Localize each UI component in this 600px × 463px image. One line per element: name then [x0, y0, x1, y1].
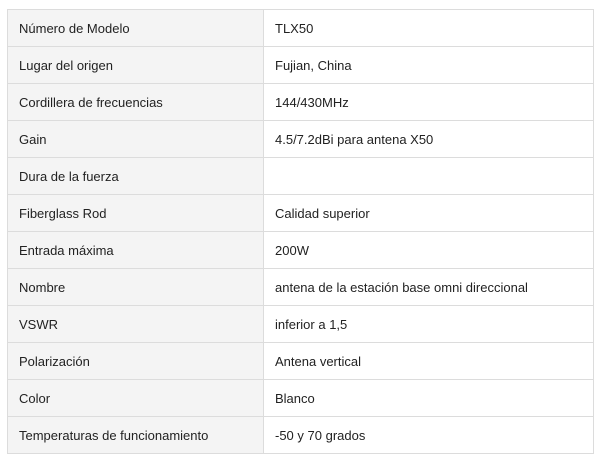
row-label: Entrada máxima [8, 232, 264, 269]
row-value: Calidad superior [264, 195, 594, 232]
row-value: 144/430MHz [264, 84, 594, 121]
table-row-frequency-range [8, 84, 594, 121]
row-value: Fujian, China [264, 47, 594, 84]
table-row-operating-temperature [8, 417, 594, 454]
row-label: Lugar del origen [8, 47, 264, 84]
row-label: Fiberglass Rod [8, 195, 264, 232]
row-value: TLX50 [264, 10, 594, 47]
row-label: Cordillera de frecuencias [8, 84, 264, 121]
table-row-fiberglass-rod [8, 195, 594, 232]
table-row-model-number [8, 10, 594, 47]
row-value: 200W [264, 232, 594, 269]
table-row-gain [8, 121, 594, 158]
row-label: Nombre [8, 269, 264, 306]
row-value [264, 158, 594, 195]
row-label: VSWR [8, 306, 264, 343]
row-label: Color [8, 380, 264, 417]
row-value: Antena vertical [264, 343, 594, 380]
specifications-table [7, 9, 594, 454]
row-label: Gain [8, 121, 264, 158]
row-value: Blanco [264, 380, 594, 417]
row-value: -50 y 70 grados [264, 417, 594, 454]
row-label: Número de Modelo [8, 10, 264, 47]
table-row-polarization [8, 343, 594, 380]
table-row-strength [8, 158, 594, 195]
row-label: Polarización [8, 343, 264, 380]
row-label: Temperaturas de funcionamiento [8, 417, 264, 454]
row-value: 4.5/7.2dBi para antena X50 [264, 121, 594, 158]
specifications-table-body [8, 10, 594, 454]
table-row-name [8, 269, 594, 306]
row-label: Dura de la fuerza [8, 158, 264, 195]
row-value: inferior a 1,5 [264, 306, 594, 343]
table-row-place-of-origin [8, 47, 594, 84]
table-row-vswr [8, 306, 594, 343]
table-row-max-input [8, 232, 594, 269]
row-value: antena de la estación base omni direccional [264, 269, 594, 306]
table-row-color [8, 380, 594, 417]
